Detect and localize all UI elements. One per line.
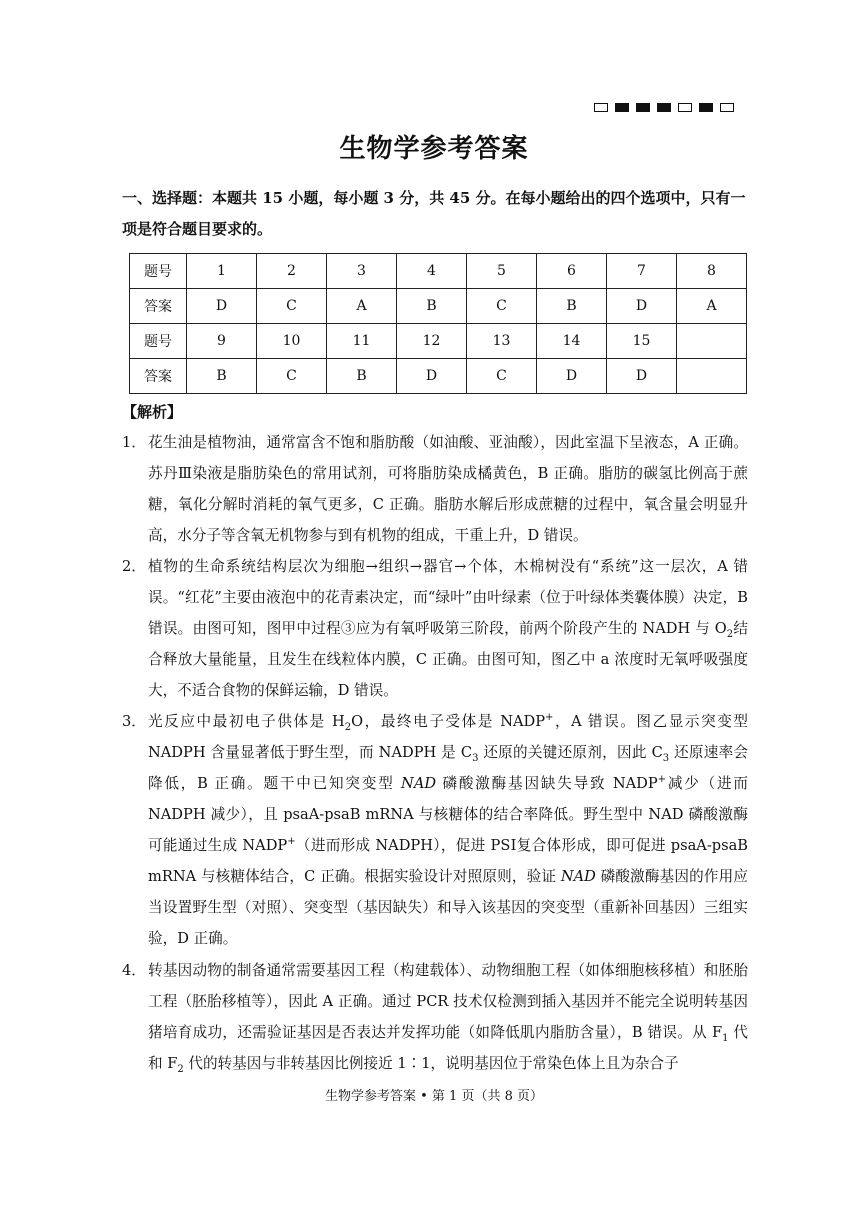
table-cell: B [187,359,257,394]
table-cell: C [467,359,537,394]
table-cell: 10 [257,324,327,359]
table-cell: 6 [537,254,607,289]
row-label: 题号 [130,324,187,359]
table-cell: 5 [467,254,537,289]
row-label: 题号 [130,254,187,289]
item-text: 光反应中最初电子供体是 $H_2O$，最终电子受体是 NADP+，A 错误。图乙显示突变型 NADPH 含量显著低于野生型，而 NADPH 是 $C_3$ 还原的关键还原剂，因此 $C_3$ 还原速率会降低，B 正确。题干中已知突变型 NAD 磷酸激酶基因缺失导致 NADP+减少（进而 NADPH 减少），且 psaA-psaB mRNA 与核糖体的结合率降低。野生型中 NAD 磷酸激酶可能通过生成 NADP+（进而形成 NADPH），促进 PSⅠ复合体形成，即可促进 psaA-psaB mRNA 与核糖体结合，C 正确。根据实验设计对照原则，验证 NAD 磷酸激酶基因的作用应当设置野生型（对照）、突变型（基因缺失）和导入该基因的突变型（重新补回基因）三组实验，D 正确。 [148,712,749,947]
table-cell: B [397,289,467,324]
table-row [130,359,747,394]
mark-hollow [720,103,734,112]
item-number: 3． [122,713,146,730]
item-text: 转基因动物的制备通常需要基因工程（构建载体）、动物细胞工程（如体细胞核移植）和胚胎工程（胚胎移植等），因此 A 正确。通过 PCR 技术仅检测到插入基因并不能完全说明转基因猪培育成功，还需验证基因是否表达并发挥功能（如降低肌内脂肪含量），B 错误。从 $F_1$ 代和 $F_2$ 代的转基因与非转基因比例接近 1∶1，说明基因位于常染色体上且为杂合子 [148,962,748,1075]
table-cell: 11 [327,324,397,359]
table-cell: D [537,359,607,394]
table-cell: 7 [607,254,677,289]
table-row [130,254,747,289]
table-cell: 15 [607,324,677,359]
section-intro: 一、选择题：本题共 15 小题，每小题 3 分，共 45 分。在每小题给出的四个选项中，只有一项是符合题目要求的。 [122,189,746,238]
table-row [130,324,747,359]
table-cell: D [607,359,677,394]
table-cell: D [187,289,257,324]
table-cell: D [397,359,467,394]
analysis-heading: 【解析】 [122,403,183,421]
table-cell: 9 [187,324,257,359]
corner-marks [594,103,734,112]
mark-filled [699,103,713,112]
item-text: 植物的生命系统结构层次为细胞→组织→器官→个体，木棉树没有“系统”这一层次，A 错误。“红花”主要由液泡中的花青素决定，而“绿叶”由叶绿素（位于叶绿体类囊体膜）决定，B 错误。由图可知，图甲中过程③应为有氧呼吸第三阶段，前两个阶段产生的 NADH 与 $O_2$结合释放大量能量，且发生在线粒体内膜，C 正确。由图可知，图乙中 a 浓度时无氧呼吸强度大，不适合食物的保鲜运输，D 错误。 [148,558,748,699]
mark-hollow [594,103,608,112]
table-cell: B [537,289,607,324]
table-cell: 4 [397,254,467,289]
table-cell: 12 [397,324,467,359]
row-label: 答案 [130,359,187,394]
table-cell: C [257,289,327,324]
answer-table [129,253,747,394]
mark-filled [657,103,671,112]
mark-filled [615,103,629,112]
table-cell: C [467,289,537,324]
table-cell [677,324,747,359]
table-cell: 8 [677,254,747,289]
table-cell: 13 [467,324,537,359]
table-cell: 14 [537,324,607,359]
answer-item-1 [122,427,748,551]
mark-hollow [678,103,692,112]
item-number: 2． [122,558,146,575]
table-cell: 3 [327,254,397,289]
table-cell: 2 [257,254,327,289]
mark-filled [636,103,650,112]
item-number: 4． [122,962,146,979]
answer-item-4 [122,955,748,1079]
answer-item-3 [122,706,748,954]
table-cell: B [327,359,397,394]
row-label: 答案 [130,289,187,324]
table-cell: A [677,289,747,324]
table-cell [677,359,747,394]
page-title: 生物学参考答案 [339,134,529,164]
table-cell: 1 [187,254,257,289]
answer-item-2 [122,551,748,706]
table-row [130,289,747,324]
page-footer: 生物学参考答案 • 第 1 页（共 8 页） [324,1089,543,1104]
table-cell: D [607,289,677,324]
table-cell: A [327,289,397,324]
item-number: 1． [122,434,146,451]
table-cell: C [257,359,327,394]
item-text: 花生油是植物油，通常富含不饱和脂肪酸（如油酸、亚油酸），因此室温下呈液态，A 正确。苏丹Ⅲ染液是脂肪染色的常用试剂，可将脂肪染成橘黄色，B 正确。脂肪的碳氢比例高于蔗糖，氧化分解时消耗的氧气更多，C 正确。脂肪水解后形成蔗糖的过程中，氧含量会明显升高，水分子等含氧无机物参与到有机物的组成，干重上升，D 错误。 [148,434,748,544]
